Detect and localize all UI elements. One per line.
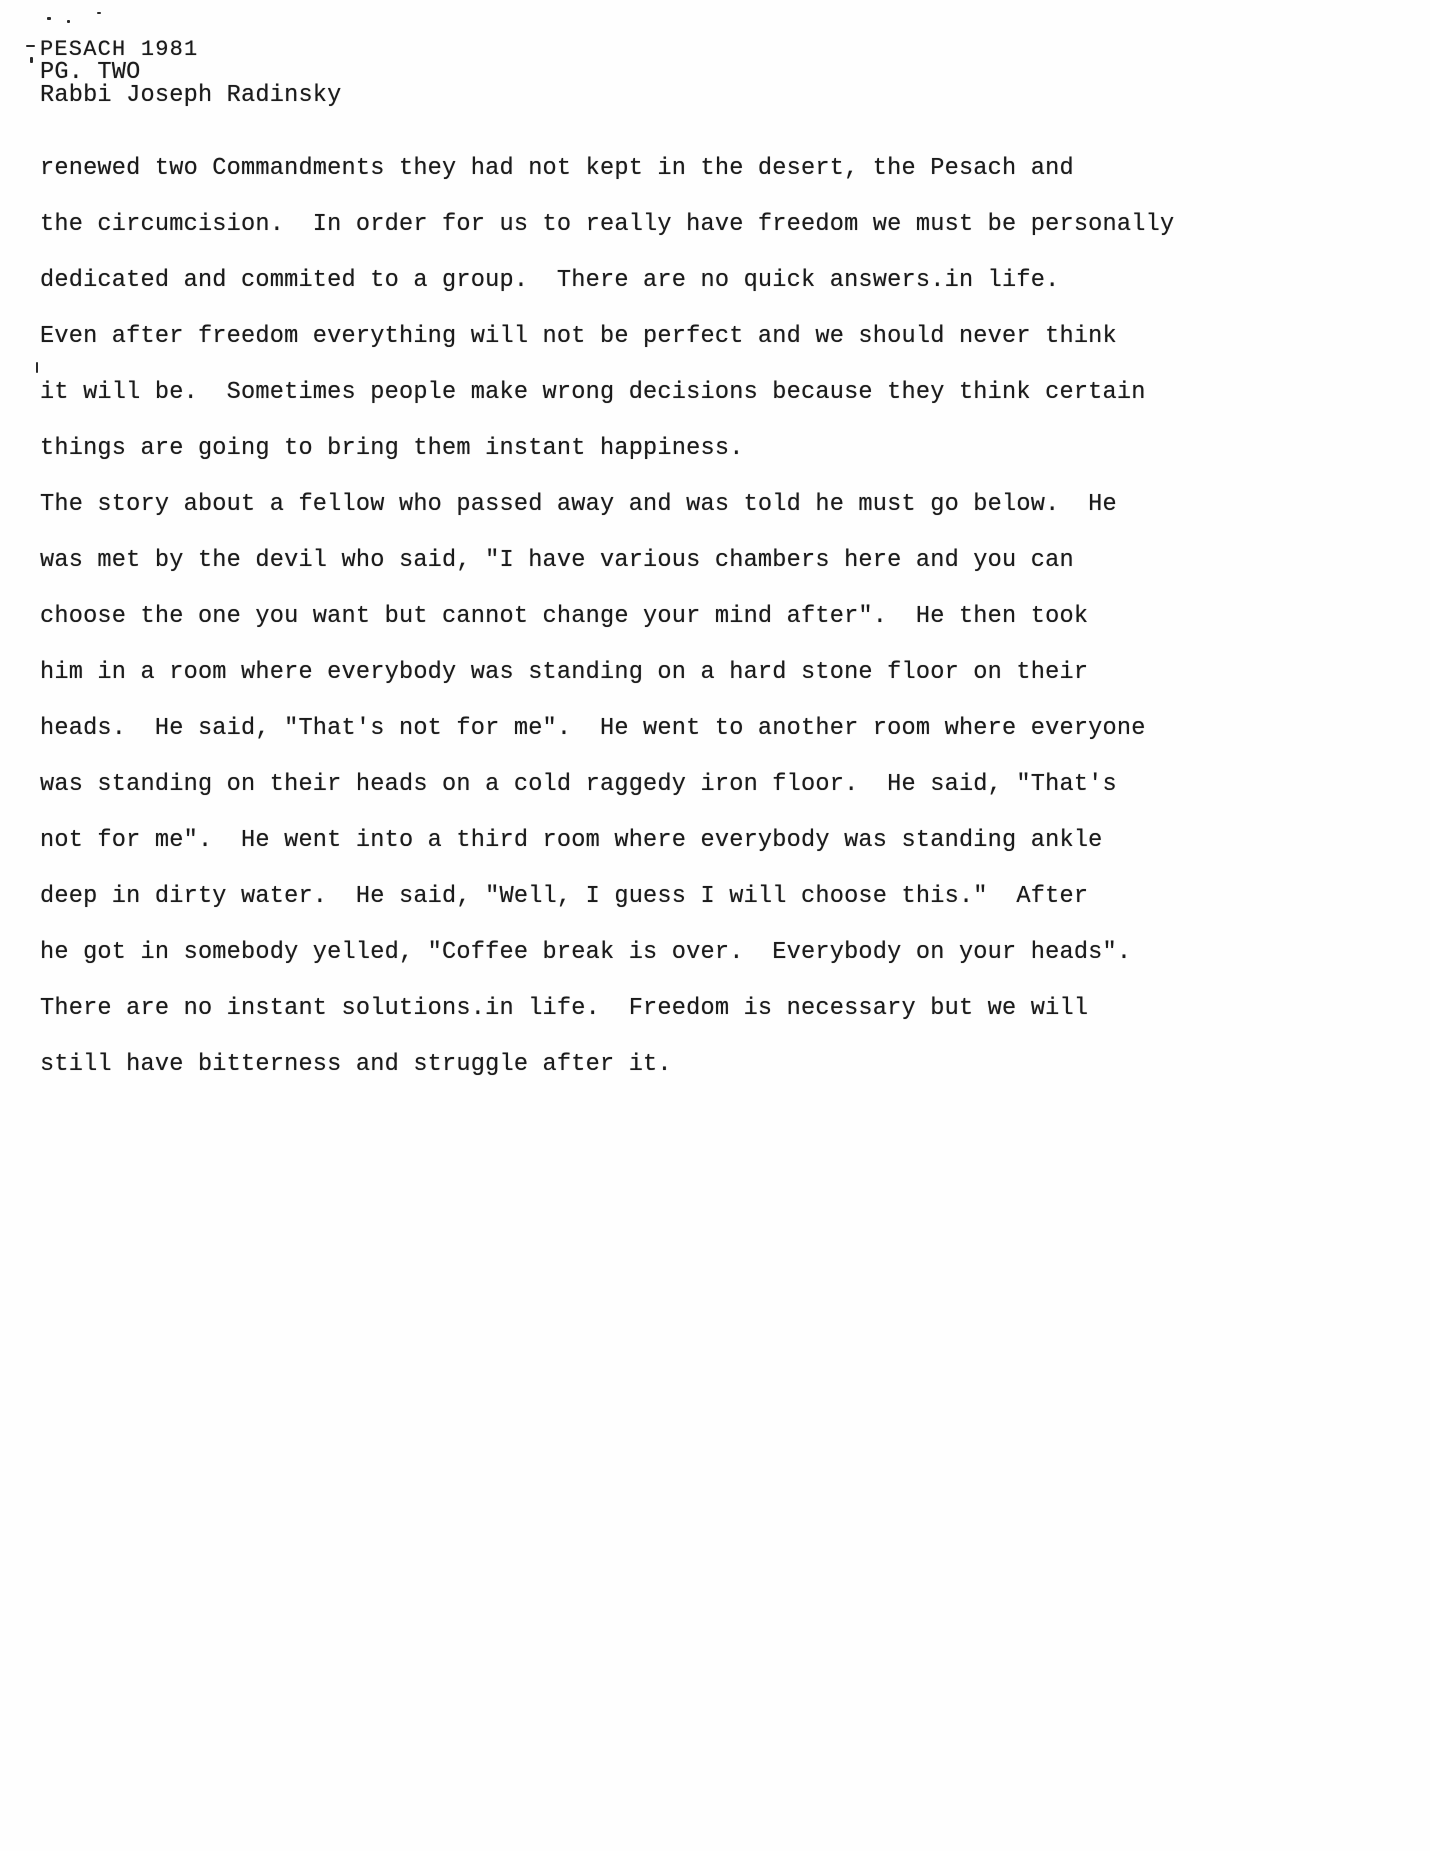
text-line: Even after freedom everything will not be perfect and we should never think [40,323,1117,350]
text-line: dedicated and commited to a group. There are no quick answers.in life. [40,267,1060,294]
text-line: things are going to bring them instant happiness. [40,435,744,462]
text-line: heads. He said, "That's not for me". He went to another room where everyone [40,715,1146,742]
text-line: the circumcision. In order for us to really have freedom we must be personally [40,211,1175,238]
text-line: was standing on their heads on a cold raggedy iron floor. He said, "That's [40,771,1117,798]
text-line: not for me". He went into a third room where everybody was standing ankle [40,827,1103,854]
header-author: Rabbi Joseph Radinsky [40,82,342,109]
document-body [40,141,1400,1093]
ink-speck [67,20,70,23]
ink-speck [36,362,38,373]
header-title: PESACH 1981 [40,37,199,62]
text-line: choose the one you want but cannot change your mind after". He then took [40,603,1089,630]
document-header [40,38,342,107]
ink-speck [97,12,101,14]
text-line: renewed two Commandments they had not kept in the desert, the Pesach and [40,155,1074,182]
text-line: was met by the devil who said, "I have various chambers here and you can [40,547,1074,574]
text-line: he got in somebody yelled, "Coffee break is over. Everybody on your heads". [40,939,1132,966]
text-line: it will be. Sometimes people make wrong decisions because they think certain [40,379,1146,406]
ink-speck [30,57,33,63]
text-line: deep in dirty water. He said, "Well, I guess I will choose this." After [40,883,1089,910]
text-line: There are no instant solutions.in life. Freedom is necessary but we will [40,995,1089,1022]
header-page: PG. TWO [40,59,141,86]
text-line: still have bitterness and struggle after it. [40,1051,672,1078]
text-line: The story about a fellow who passed away and was told he must go below. He [40,491,1117,518]
ink-speck [26,45,35,47]
text-line: him in a room where everybody was standing on a hard stone floor on their [40,659,1089,686]
ink-speck [47,17,51,20]
